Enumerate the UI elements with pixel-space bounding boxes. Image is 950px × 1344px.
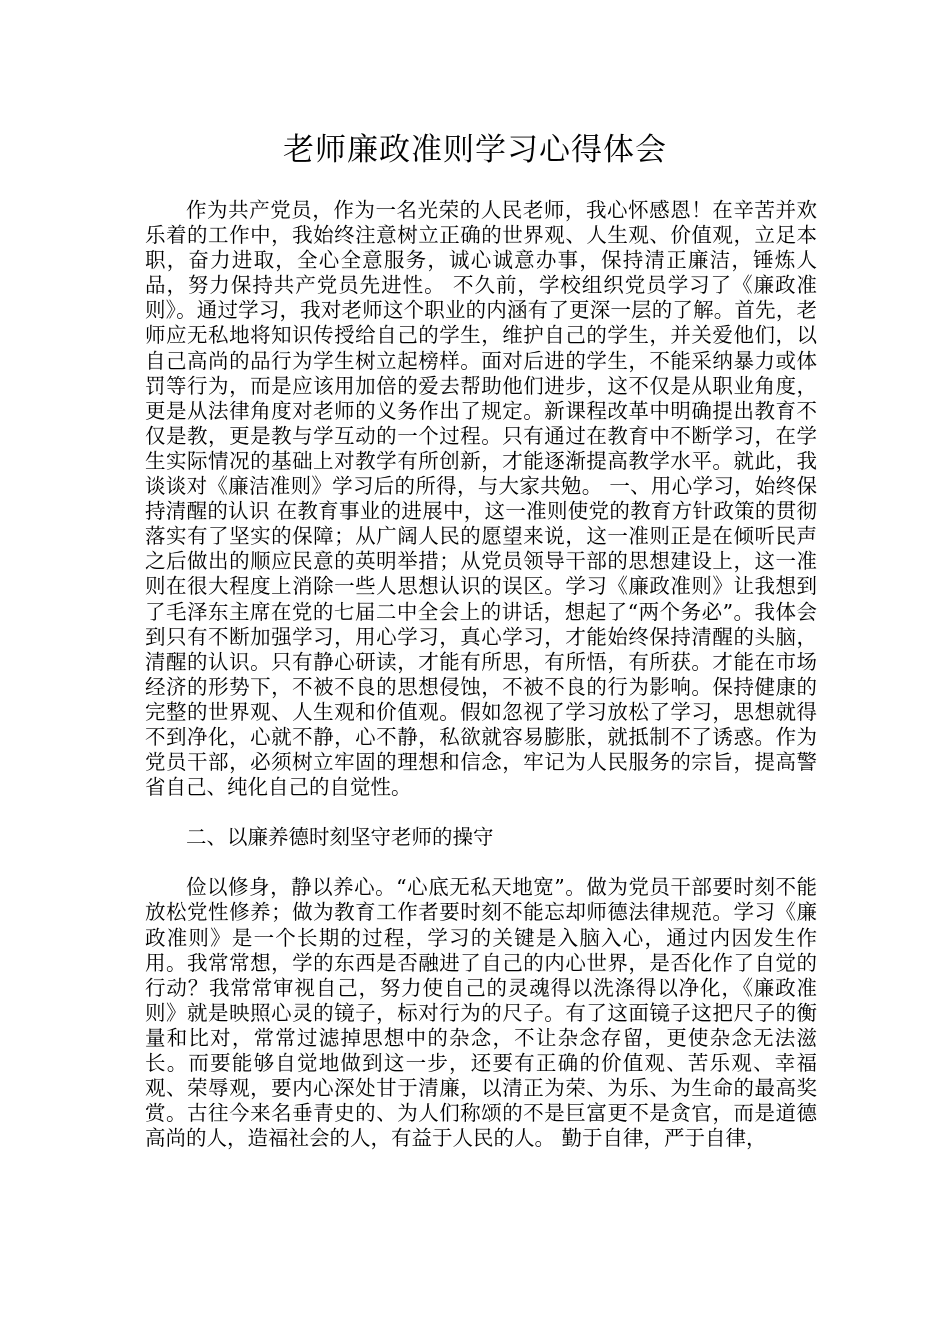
document-title: 老师廉政准则学习心得体会 [283, 132, 667, 168]
paragraph-2: 俭以修身，静以养心。“心底无私天地宽”。做为党员干部要时刻不能放松党性修养；做为教育工作者要时刻不能忘却师德法律规范。学习《廉政准则》是一个长期的过程，学习的关键是入脑入心，通过内因发生作用。我常常想，学的东西是否融进了自己的内心世界，是否化作了自觉的行动？我常常审视自己，努力使自己的灵魂得以洗涤得以净化，《廉政准则》就是映照心灵的镜子，标对行为的尺子。有了这面镜子这把尺子的衡量和比对，常常过滤掉思想中的杂念，不让杂念存留，更使杂念无法滋长。而要能够自觉地做到这一步，还要有正确的价值观、苦乐观、幸福观、荣辱观，要内心深处甘于清廉，以清正为荣、为乐、为生命的最高奖赏。古往今来名垂青史的、为人们称颂的不是巨富更不是贪官，而是道德高尚的人，造福社会的人，有益于人民的人。 勤于自律，严于自律， [145, 875, 817, 1151]
section-2-heading: 二、以廉养德时刻坚守老师的操守 [186, 825, 494, 850]
paragraph-1: 作为共产党员，作为一名光荣的人民老师，我心怀感恩！在辛苦并欢乐着的工作中，我始终注意树立正确的世界观、人生观、价值观，立足本职，奋力进取，全心全意服务，诚心诚意办事，保持清正廉洁，锤炼人品，努力保持共产党员先进性。 不久前，学校组织党员学习了《廉政准则》。通过学习，我对老师这个职业的内涵有了更深一层的了解。首先，老师应无私地将知识传授给自己的学生，维护自己的学生，并关爱他们，以自己高尚的品行为学生树立起榜样。面对后进的学生，不能采纳暴力或体罚等行为，而是应该用加倍的爱去帮助他们进步，这不仅是从职业角度，更是从法律角度对老师的义务作出了规定。新课程改革中明确提出教育不仅是教，更是教与学互动的一个过程。只有通过在教育中不断学习，在学生实际情况的基础上对教学有所创新，才能逐渐提高教学水平。就此，我谈谈对《廉洁准则》学习后的所得，与大家共勉。 一、用心学习，始终保持清醒的认识 在教育事业的进展中，这一准则使党的教育方针政策的贯彻落实有了坚实的保障；从广阔人民的愿望来说，这一准则正是在倾听民声之后做出的顺应民意的英明举措；从党员领导干部的思想建设上，这一准则在很大程度上消除一些人思想认识的误区。学习《廉政准则》让我想到了毛泽东主席在党的七届二中全会上的讲话，想起了“两个务必”。我体会到只有不断加强学习，用心学习，真心学习，才能始终保持清醒的头脑，清醒的认识。只有静心研读，才能有所思，有所悟，有所获。才能在市场经济的形势下，不被不良的思想侵蚀，不被不良的行为影响。保持健康的完整的世界观、人生观和价值观。假如忽视了学习放松了学习，思想就得不到净化，心就不静，心不静，私欲就容易膨胀，就抵制不了诱惑。作为党员干部，必须树立牢固的理想和信念，牢记为人民服务的宗旨，提高警省自己、纯化自己的自觉性。 [145, 198, 817, 800]
document-body [145, 198, 817, 1151]
